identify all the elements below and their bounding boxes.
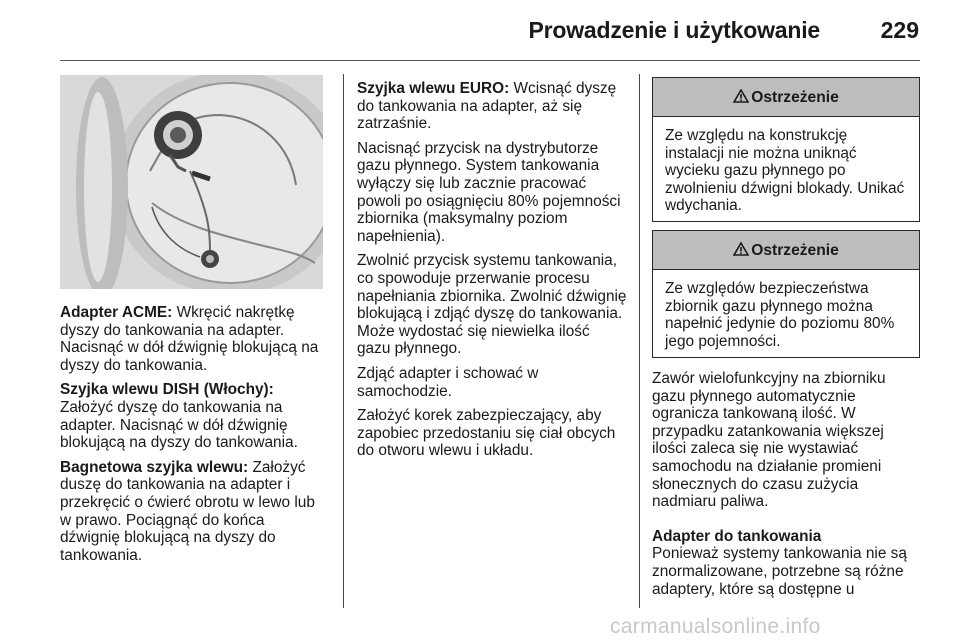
paragraph-release-button: Zwolnić przycisk systemu tankowania, co spowoduje przerwanie procesu napełniania zbiornika. Zwolnić dźwignię blokującą i zdjąć dyszę do tankowania. Może wydostać się niewielka ilość gazu płynnego. bbox=[357, 252, 627, 358]
right-column bbox=[652, 370, 922, 605]
text-euro: Wcisnąć dyszę do tankowania na adapter, aż się zatrzaśnie. bbox=[357, 80, 617, 133]
label-acme: Adapter ACME: bbox=[60, 304, 173, 321]
middle-column bbox=[357, 80, 627, 467]
page-title: Prowadzenie i użytkowanie bbox=[528, 17, 820, 43]
warning-title-1: Ostrzeżenie bbox=[751, 89, 839, 106]
left-column bbox=[60, 304, 326, 571]
watermark: carmanualsonline.info bbox=[610, 615, 821, 638]
text-acme: Wkręcić nakrętkę dyszy do tankowania na adapter. Nacisnąć w dół dźwignię blokującą na dyszy do tankowania. bbox=[60, 304, 319, 374]
text-dish: Założyć dyszę do tankowania na adapter. Nacisnąć w dół dźwignię blokującą na dyszy do tankowania. bbox=[60, 398, 298, 452]
page-number: 229 bbox=[880, 17, 919, 43]
warning-title-2: Ostrzeżenie bbox=[751, 242, 839, 259]
paragraph-remove-adapter: Zdjąć adapter i schować w samochodzie. bbox=[357, 364, 539, 400]
column-divider-right bbox=[639, 74, 640, 608]
warning-triangle-icon bbox=[733, 242, 749, 256]
paragraph-bayonet bbox=[60, 459, 326, 565]
paragraph-press-button: Nacisnąć przycisk na dystrybutorze gazu płynnego. System tankowania wyłączy się lub zacznie pracować powoli po osiągnięciu 80% pojemności zbiornika (maksymalny poziom napełnienia). bbox=[357, 139, 621, 245]
fuel-filler-photo bbox=[60, 75, 323, 289]
warning-text-2: Ze względów bezpieczeństwa zbiornik gazu płynnego można napełnić jedynie do poziomu 80% jego pojemności. bbox=[665, 280, 895, 350]
paragraph-acme bbox=[60, 304, 326, 374]
column-divider-left bbox=[343, 74, 344, 608]
paragraph-fit-cap: Założyć korek zabezpieczający, aby zapobiec przedostaniu się ciał obcych do otworu wlewu i układu. bbox=[357, 407, 616, 460]
text-bayonet: Założyć duszę do tankowania na adapter i przekręcić o ćwierć obrotu w lewo lub w prawo. Pociągnąć do końca dźwignię blokującą na dyszy do tankowania. bbox=[60, 458, 315, 564]
section-title-adapter: Adapter do tankowania bbox=[652, 527, 822, 545]
paragraph-multivalve: Zawór wielofunkcyjny na zbiorniku gazu płynnego automatycznie ogranicza tankowaną ilość. W przypadku zatankowania większej ilości zaleca się nie wystawiać samochodu na działanie promieni słonecznych do czasu zużycia nadmiaru paliwa. bbox=[652, 370, 886, 511]
warning-text-1: Ze względu na konstrukcję instalacji nie można uniknąć wycieku gazu płynnego po zwolnieniu dźwigni blokady. Unikać wdychania. bbox=[665, 127, 905, 215]
label-dish: Szyjka wlewu DISH (Włochy): bbox=[60, 381, 274, 399]
paragraph-dish bbox=[60, 381, 326, 451]
warning-header-2 bbox=[653, 231, 919, 270]
label-bayonet: Bagnetowa szyjka wlewu: bbox=[60, 458, 249, 476]
warning-header-1 bbox=[653, 78, 919, 117]
warning-box-1 bbox=[652, 77, 920, 222]
warning-triangle-icon bbox=[733, 89, 749, 103]
header-rule bbox=[60, 60, 920, 61]
label-euro: Szyjka wlewu EURO: bbox=[357, 80, 510, 97]
paragraph-adapter: Ponieważ systemy tankowania nie są znormalizowane, potrzebne są różne adaptery, które są dostępne u bbox=[652, 545, 907, 598]
paragraph-euro bbox=[357, 80, 627, 133]
warning-box-2 bbox=[652, 230, 920, 358]
